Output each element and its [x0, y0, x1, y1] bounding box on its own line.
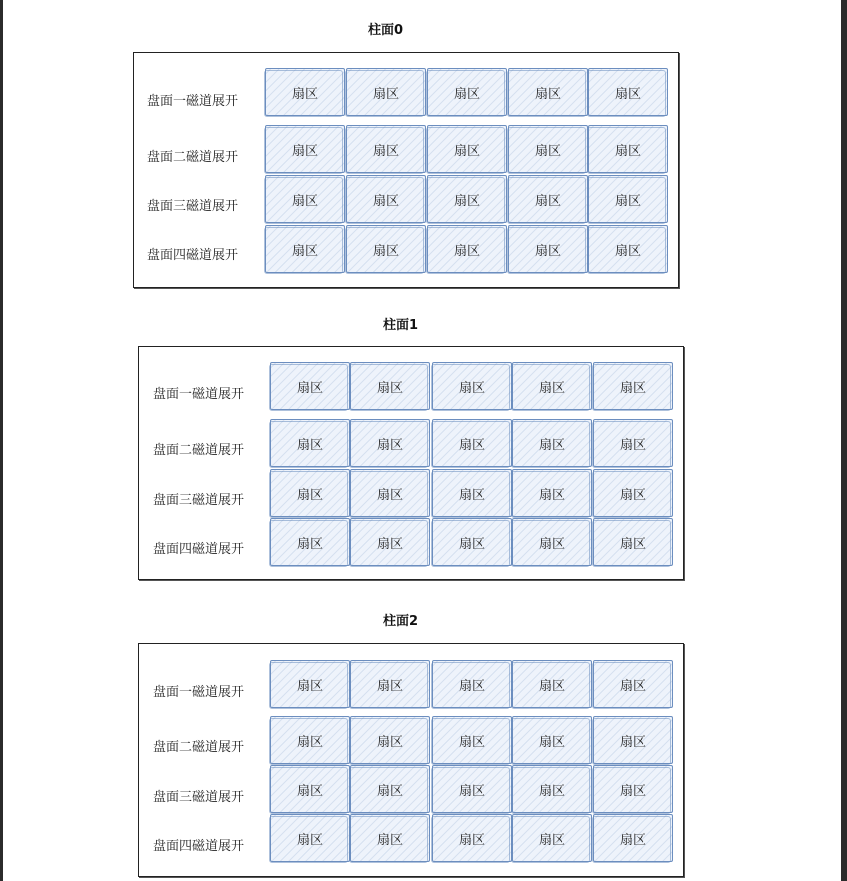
sector: 扇区 [512, 660, 592, 708]
sector: 扇区 [593, 362, 673, 410]
sector: 扇区 [432, 660, 512, 708]
sector: 扇区 [270, 660, 350, 708]
sector: 扇区 [512, 518, 592, 566]
track-label: 盘面四磁道展开 [153, 839, 245, 854]
track-label: 盘面三磁道展开 [147, 199, 239, 214]
track-label: 盘面四磁道展开 [147, 248, 239, 263]
sector: 扇区 [593, 419, 673, 467]
sector: 扇区 [593, 716, 673, 764]
sector: 扇区 [593, 814, 673, 862]
track-label: 盘面二磁道展开 [153, 740, 245, 755]
diagram-canvas [3, 0, 841, 881]
track-label: 盘面三磁道展开 [153, 493, 245, 508]
sector: 扇区 [512, 814, 592, 862]
sector: 扇区 [265, 125, 345, 173]
sector: 扇区 [427, 175, 507, 223]
sector: 扇区 [432, 716, 512, 764]
sector: 扇区 [270, 765, 350, 813]
sector: 扇区 [508, 175, 588, 223]
sector: 扇区 [512, 469, 592, 517]
sector: 扇区 [265, 68, 345, 116]
sector: 扇区 [270, 814, 350, 862]
sector: 扇区 [588, 225, 668, 273]
sector: 扇区 [346, 125, 426, 173]
sector: 扇区 [432, 362, 512, 410]
sector: 扇区 [593, 518, 673, 566]
sector: 扇区 [270, 469, 350, 517]
sector: 扇区 [588, 175, 668, 223]
sector: 扇区 [512, 362, 592, 410]
sector: 扇区 [512, 716, 592, 764]
sector: 扇区 [346, 225, 426, 273]
sector: 扇区 [427, 68, 507, 116]
sector: 扇区 [508, 225, 588, 273]
sector: 扇区 [270, 419, 350, 467]
sector: 扇区 [270, 716, 350, 764]
sector: 扇区 [350, 716, 430, 764]
track-label: 盘面一磁道展开 [153, 387, 245, 402]
sector: 扇区 [350, 765, 430, 813]
sector: 扇区 [432, 814, 512, 862]
track-label: 盘面三磁道展开 [153, 790, 245, 805]
cylinder-title: 柱面0 [368, 23, 404, 38]
sector: 扇区 [432, 518, 512, 566]
sector: 扇区 [432, 469, 512, 517]
sector: 扇区 [427, 225, 507, 273]
sector: 扇区 [593, 660, 673, 708]
sector: 扇区 [270, 362, 350, 410]
cylinder-title: 柱面2 [383, 614, 419, 629]
sector: 扇区 [432, 765, 512, 813]
track-label: 盘面四磁道展开 [153, 542, 245, 557]
track-label: 盘面二磁道展开 [147, 150, 239, 165]
sector: 扇区 [350, 814, 430, 862]
sector: 扇区 [350, 469, 430, 517]
sector: 扇区 [346, 68, 426, 116]
sector: 扇区 [350, 660, 430, 708]
sector: 扇区 [350, 419, 430, 467]
sector: 扇区 [508, 125, 588, 173]
sector: 扇区 [512, 765, 592, 813]
sector: 扇区 [432, 419, 512, 467]
sector: 扇区 [350, 518, 430, 566]
sector: 扇区 [270, 518, 350, 566]
sector: 扇区 [512, 419, 592, 467]
track-label: 盘面二磁道展开 [153, 443, 245, 458]
sector: 扇区 [265, 175, 345, 223]
sector: 扇区 [346, 175, 426, 223]
sector: 扇区 [265, 225, 345, 273]
track-label: 盘面一磁道展开 [153, 685, 245, 700]
sector: 扇区 [588, 68, 668, 116]
sector: 扇区 [593, 469, 673, 517]
sector: 扇区 [427, 125, 507, 173]
sector: 扇区 [350, 362, 430, 410]
sector: 扇区 [593, 765, 673, 813]
cylinder-title: 柱面1 [383, 318, 419, 333]
track-label: 盘面一磁道展开 [147, 94, 239, 109]
sector: 扇区 [508, 68, 588, 116]
sector: 扇区 [588, 125, 668, 173]
